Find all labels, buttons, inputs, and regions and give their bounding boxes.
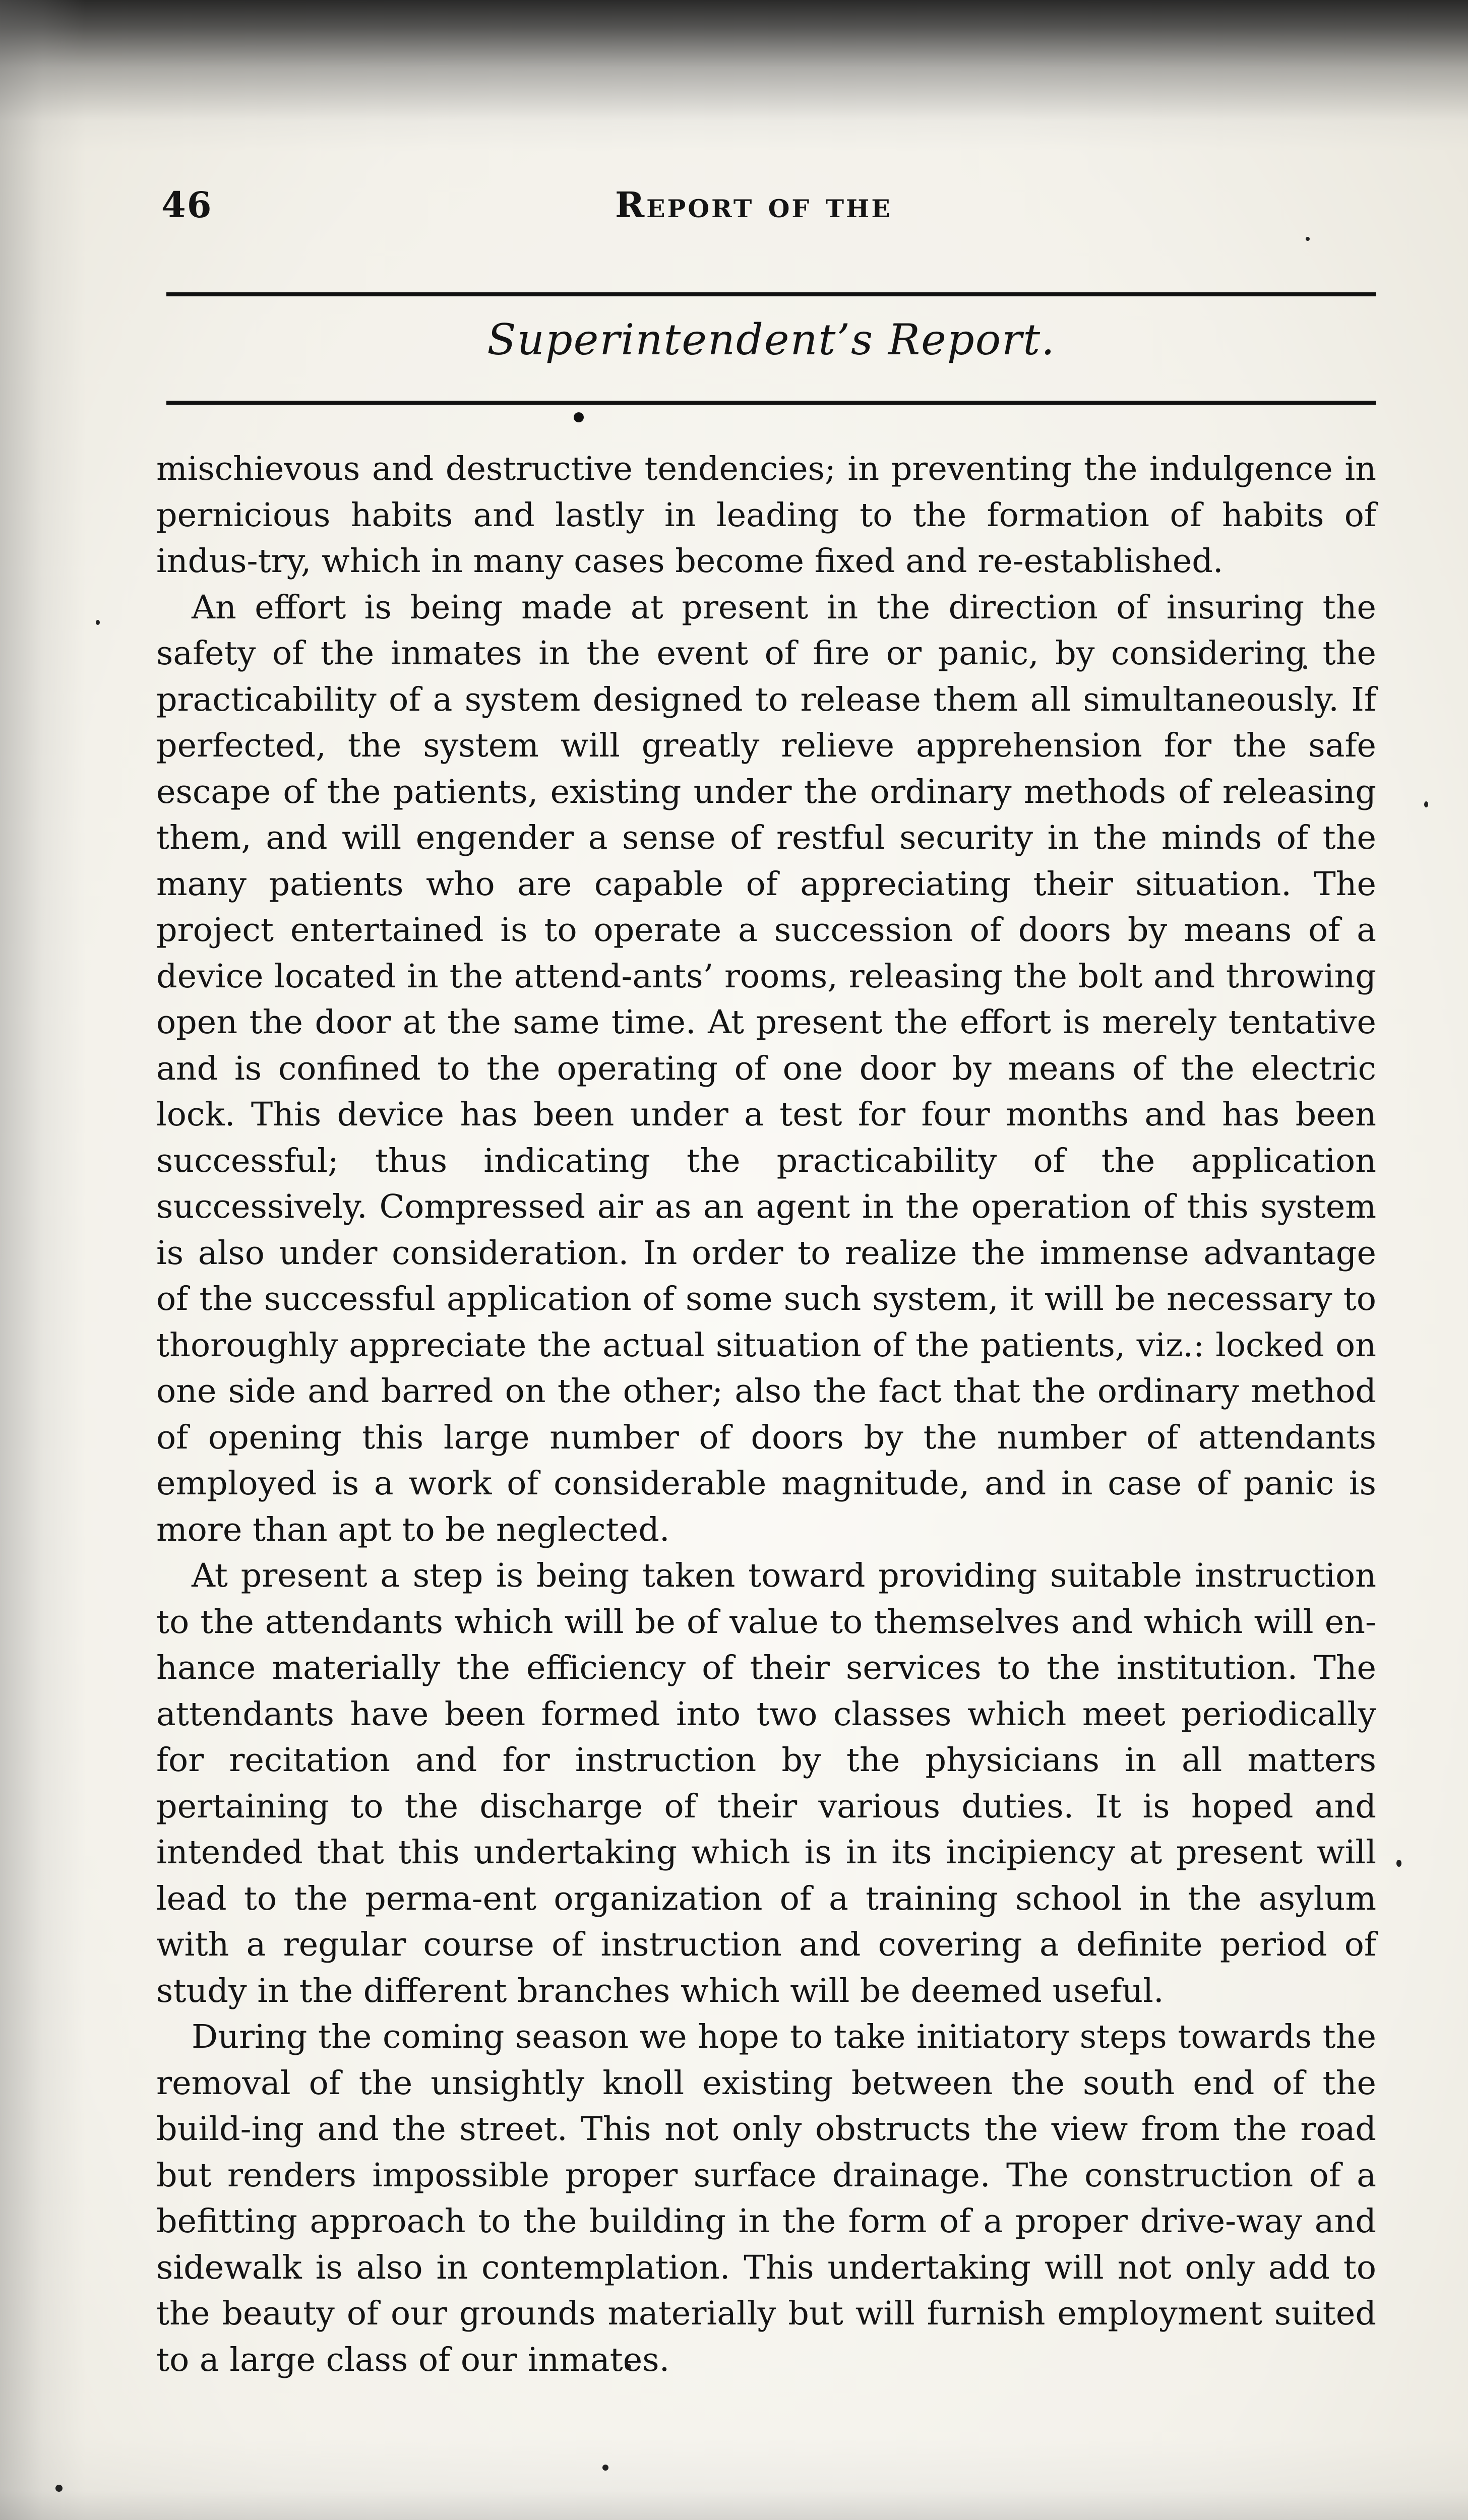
ornament-dot <box>574 412 584 422</box>
scan-speck <box>602 2465 608 2471</box>
header-rule-top <box>166 292 1376 296</box>
scan-shadow-left <box>0 0 86 2520</box>
body-text <box>156 446 1376 2383</box>
page-number: 46 <box>161 184 213 226</box>
paragraph-fire-safety: An effort is being made at present in the direction of insuring the safety of the inmates in the event of fire or panic, by considering the practicability of a system designed to release them all simultaneously. If perfected, the system will greatly relieve apprehension for the safe escape of the patients, existing under the ordinary methods of releasing them, and will engender a sense of restful security in the minds of the many patients who are capable of appreciating their situation. The project entertained is to operate a succession of doors by means of a device located in the attend-ants’ rooms, releasing the bolt and throwing open the door at the same time. At present the effort is merely tentative and is confined to the operating of one door by means of the electric lock. This device has been under a test for four months and has been successful; thus indicating the practicability of the application successively. Compressed air as an agent in the operation of this system is also under consideration. In order to realize the immense advantage of the successful application of some such system, it will be necessary to thoroughly appreciate the actual situation of the patients, viz.: locked on one side and barred on the other; also the fact that the ordinary method of opening this large number of doors by the number of attendants employed is a work of considerable magnitude, and in case of panic is more than apt to be neglected. <box>156 588 1376 1549</box>
running-head <box>161 184 1371 239</box>
paragraph-grounds-improvement: During the coming season we hope to take initiatory steps towards the removal of the unsightly knoll existing between the south end of the build-ing and the street. This not only obstructs the view from the road but renders impossible proper surface drainage. The construction of a befitting approach to the building in the form of a proper drive-way and sidewalk is also in contemplation. This undertaking will not only add to the beauty of our grounds materially but will furnish employment suited to a large class of our inmates. <box>156 2018 1376 2379</box>
scan-speck <box>1396 1860 1401 1867</box>
scan-shadow-bottom <box>0 2439 1468 2520</box>
scan-speck <box>55 2485 63 2492</box>
scan-shadow-top <box>0 0 1468 151</box>
header-rule-bottom <box>166 401 1376 405</box>
running-title: Report of the <box>615 184 892 226</box>
scan-speck <box>96 620 100 625</box>
scan-speck <box>1424 801 1428 807</box>
paragraph-attendant-instruction: At present a step is being taken toward providing suitable instruction to the attendants which will be of value to themselves and which will en-hance materially the efficiency of their services to the institution. The attendants have been formed into two classes which meet periodically for recitation and for instruction by the physicians in all matters pertaining to the discharge of their various duties. It is hoped and intended that this undertaking which is in its incipiency at present will lead to the perma-ent organization of a training school in the asylum with a regular course of instruction and covering a definite period of study in the different branches which will be deemed useful. <box>156 1557 1376 2010</box>
paragraph-continuation: mischievous and destructive tendencies; in preventing the indulgence in pernicious habits and lastly in leading to the formation of habits of indus-try, which in many cases become fixed and re-established. <box>156 450 1376 580</box>
section-title: Superintendent’s Report. <box>487 315 1056 364</box>
